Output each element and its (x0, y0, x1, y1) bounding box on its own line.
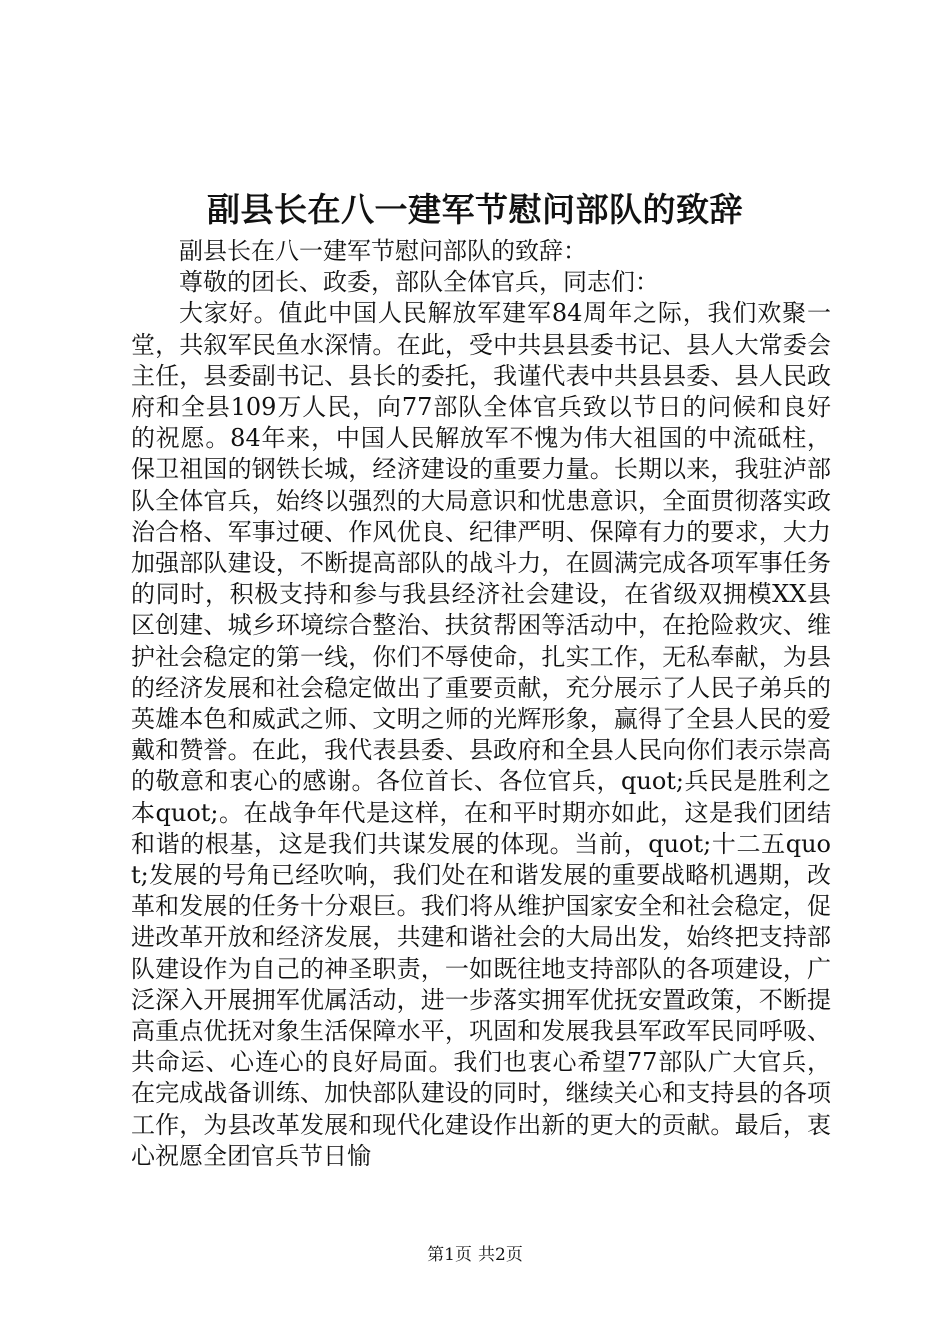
salutation-line: 尊敬的团长、政委，部队全体官兵，同志们： (179, 268, 659, 297)
salutation-heading: 副县长在八一建军节慰问部队的致辞： (179, 237, 587, 265)
document-body (131, 236, 831, 1172)
page-footer (0, 1244, 950, 1266)
page-number-total: 共2页 (478, 1245, 523, 1265)
document-title: 副县长在八一建军节慰问部队的致辞 (207, 190, 743, 229)
speech-paragraph: 大家好。值此中国人民解放军建军84周年之际，我们欢聚一堂，共叙军民鱼水深情。在此，受中共县县委书记、县人大常委会主任，县委副书记、县长的委托，我谨代表中共县县委、县人民政府和全县109万人民，向77部队全体官兵致以节日的问候和良好的祝愿。84年来，中国人民解放军不愧为伟大祖国的中流砥柱，保卫祖国的钢铁长城，经济建设的重要力量。长期以来，我驻泸部队全体官兵，始终以强烈的大局意识和忧患意识，全面贯彻落实政治合格、军事过硬、作风优良、纪律严明、保障有力的要求，大力加强部队建设，不断提高部队的战斗力，在圆满完成各项军事任务的同时，积极支持和参与我县经济社会建设，在省级双拥模XX县区创建、城乡环境综合整治、扶贫帮困等活动中，在抢险救灾、维护社会稳定的第一线，你们不辱使命，扎实工作，无私奉献，为县的经济发展和社会稳定做出了重要贡献，充分展示了人民子弟兵的英雄本色和威武之师、文明之师的光辉形象，赢得了全县人民的爱戴和赞誉。在此，我代表县委、县政府和全县人民向你们表示崇高的敬意和衷心的感谢。各位首长、各位官兵，quot;兵民是胜利之本quot;。在战争年代是这样，在和平时期亦如此，这是我们团结和谐的根基，这是我们共谋发展的体现。当前，quot;十二五quot;发展的号角已经吹响，我们处在和谐发展的重要战略机遇期，改革和发展的任务十分艰巨。我们将从维护国家安全和社会稳定，促进改革开放和经济发展，共建和谐社会的大局出发，始终把支持部队建设作为自己的神圣职责，一如既往地支持部队的各项建设，广泛深入开展拥军优属活动，进一步落实拥军优抚安置政策，不断提高重点优抚对象生活保障水平，巩固和发展我县军政军民同呼吸、共命运、心连心的良好局面。我们也衷心希望77部队广大官兵，在完成战备训练、加快部队建设的同时，继续关心和支持县的各项工作，为县改革发展和现代化建设作出新的更大的贡献。最后，衷心祝愿全团官兵节日愉 (131, 299, 831, 1170)
page-number-current: 第1页 (427, 1245, 472, 1265)
